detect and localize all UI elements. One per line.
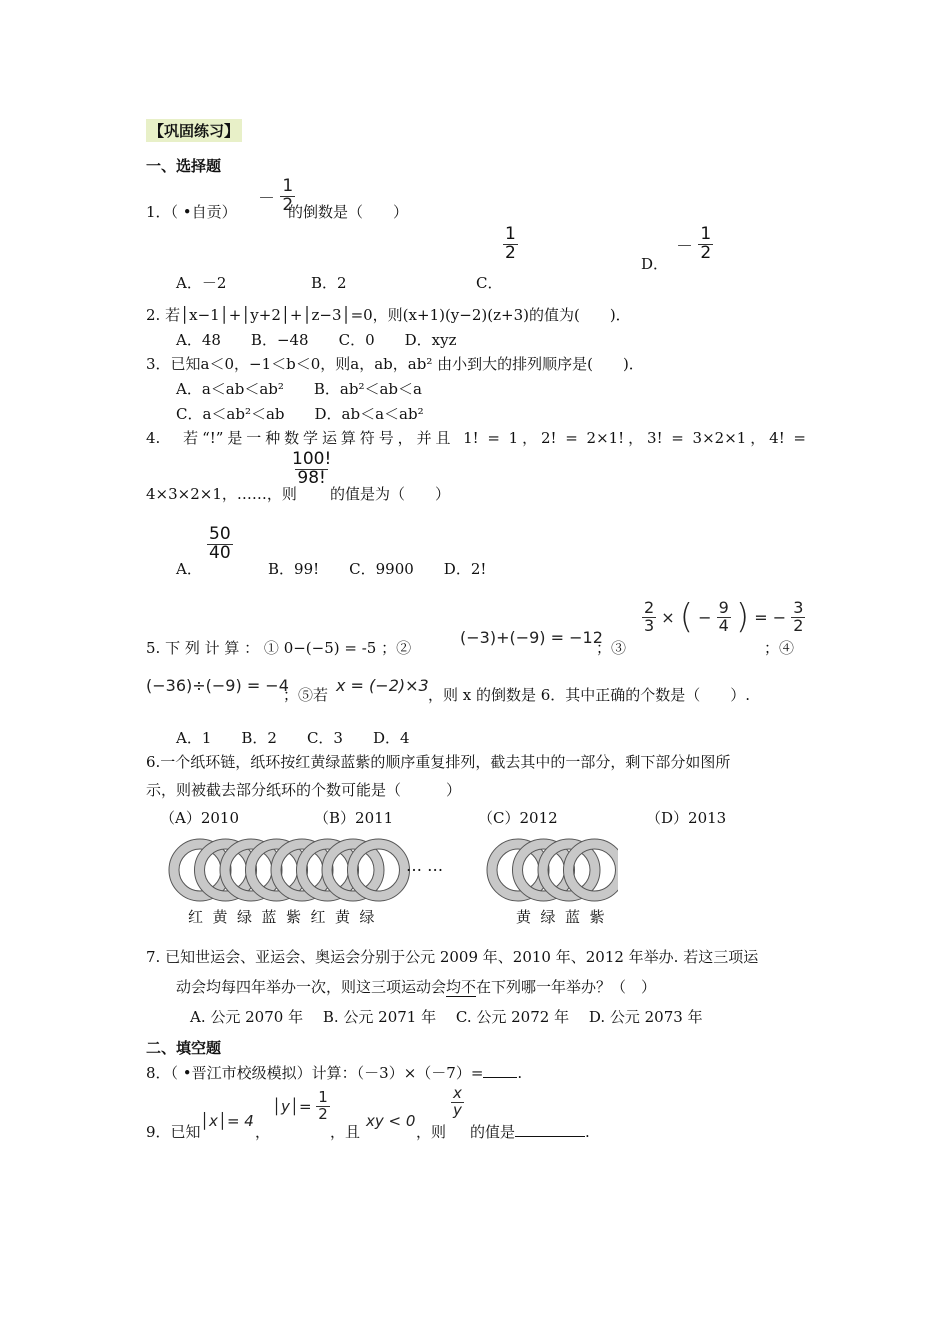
q8-answer-blank[interactable]: [483, 1063, 517, 1078]
q5-expr3: [642, 597, 805, 638]
q1-prefix: 1．（ •自贡）: [146, 203, 237, 221]
ring-color-label: 红: [310, 908, 326, 926]
q5-mid3: ；③: [596, 639, 627, 657]
q3-options-ab: A．a＜ab＜ab² B．ab²＜ab＜a: [176, 380, 422, 398]
q9-answer-blank[interactable]: [515, 1122, 585, 1137]
q1-optD-num: 1: [700, 224, 712, 244]
ring-chain-left: [174, 844, 405, 896]
q1-optA: A．－2: [176, 274, 227, 292]
q1-optC-den: 2: [505, 242, 516, 263]
q7-line2: [176, 976, 656, 997]
ring-color-label: 紫: [589, 908, 605, 926]
ring-color-label: 紫: [286, 908, 302, 926]
q9-comma1: ，: [255, 1123, 271, 1141]
q5-expr4: (−36)÷(−9) = −4: [146, 676, 289, 695]
q5-expr2: (−3)+(−9) = −12: [460, 628, 603, 647]
q6-optA: （A）2010: [160, 809, 240, 827]
q8-text: [146, 1062, 522, 1083]
q5-e3-eq: = −: [754, 607, 787, 627]
q2-text: 2. 若│x−1│+│y+2│+│z−3│=0，则(x+1)(y−2)(z+3)的值为( )．: [146, 306, 631, 324]
q1-frac-num: 1: [282, 176, 294, 196]
ring-color-label: 蓝: [565, 908, 581, 926]
q5-e3-d3: 2: [793, 615, 804, 635]
q1-frac-den: 2: [282, 194, 294, 215]
ring-chain-right: [492, 844, 618, 896]
q7-line2-c: 在下列哪一年举办？（ ）: [476, 978, 657, 996]
q9-f-num: x: [453, 1084, 462, 1102]
q9-e2-den: 2: [318, 1104, 328, 1123]
q5-e3-sign: −: [698, 607, 712, 627]
q1-optD: D．: [641, 255, 669, 273]
section-title-choice: 一、选择题: [146, 157, 222, 175]
q6-optB: （B）2011: [314, 809, 394, 827]
q4-line1: 4. 若“!”是一种数学运算符号，并且 1! = 1，2! = 2×1!，3! = 3×2×1，4! =: [146, 429, 806, 447]
q1-optD-den: 2: [700, 242, 712, 263]
q5-suffix: ，则 x 的倒数是 6．其中正确的个数是（ ）.: [428, 686, 751, 704]
q1-frac-sign: －: [258, 188, 275, 209]
q9-f-den: y: [453, 1100, 462, 1119]
ring-labels-left: [188, 906, 384, 927]
q8-end: .: [517, 1064, 523, 1082]
q5-e3-times: ×: [661, 607, 675, 627]
q4-line2-suffix: 的值是为（ ）: [330, 485, 451, 503]
q9-e2-pre: │y│=: [272, 1097, 312, 1116]
q1-optB: B．2: [311, 274, 347, 292]
q1-suffix: 的倒数是（ ）: [288, 203, 409, 221]
q5-e3-d2: 4: [718, 615, 729, 635]
q5-e3-n2: 9: [718, 598, 729, 617]
q1-optC-num: 1: [505, 224, 516, 244]
q1-optC-frac: [503, 226, 518, 263]
ring-color-label: 黄: [212, 908, 228, 926]
ring-color-label: 蓝: [261, 908, 277, 926]
q5-e3-n1: 2: [644, 598, 655, 617]
q5-e3-d1: 3: [644, 615, 655, 635]
q7-emphasis: 均不: [446, 978, 477, 996]
q6-line2: 示，则被截去部分纸环的个数可能是（ ）: [146, 781, 462, 799]
ring-color-label: 绿: [359, 908, 375, 926]
q3-options-cd: C．a＜ab²＜ab D．ab＜a＜ab²: [176, 405, 424, 423]
q6-optC: （C）2012: [478, 809, 558, 827]
ring-chain-figure: [168, 838, 618, 902]
q9-end: .: [585, 1123, 590, 1141]
q9-suffix: [470, 1121, 590, 1142]
q5-e3-lparen: (: [679, 597, 694, 638]
q4-line2-prefix: 4×3×2×1，……，则: [146, 485, 297, 503]
ring-labels-right: [516, 906, 614, 927]
q5-mid4: ；④: [764, 639, 795, 657]
q5-prefix: 5. 下 列 计 算 ： ① 0−(−5) = -5 ；②: [146, 639, 412, 657]
q5-expr5: x = (−2)×3: [336, 676, 429, 695]
q9-comma2: ，且: [330, 1123, 361, 1141]
q6-optD: （D）2013: [646, 809, 727, 827]
ring-color-label: 红: [188, 908, 204, 926]
q4-frac-den: 98!: [297, 467, 326, 488]
ring-color-label: 黄: [516, 908, 532, 926]
q9-expr3: xy < 0: [366, 1112, 416, 1130]
q1-optD-sign: －: [676, 236, 693, 257]
q5-options: A．1 B．2 C．3 D．4: [176, 729, 410, 747]
ring-color-label: 绿: [540, 908, 556, 926]
q4-optA-den: 40: [209, 542, 231, 563]
q7-line1: 7. 已知世运会、亚运会、奥运会分别于公元 2009 年、2010 年、2012 年举办. 若这三项运: [146, 948, 759, 966]
q5-e3-rparen: ): [735, 597, 750, 638]
q3-text: 3．已知a＜0，−1＜b＜0，则a，ab，ab² 由小到大的排列顺序是( )．: [146, 355, 644, 373]
q9-mid: ，则: [416, 1123, 447, 1141]
q9-e2-num: 1: [318, 1088, 328, 1106]
q6-line1: 6.一个纸环链，纸环按红黄绿蓝紫的顺序重复排列，截去其中的一部分，剩下部分如图所: [146, 753, 731, 771]
section-title-fill: 二、填空题: [146, 1039, 222, 1057]
q9-prefix: 9．已知: [146, 1123, 201, 1141]
q4-optA-frac: [207, 526, 233, 563]
q7-line2-a: 动会均每四年举办一次，则这三项运动会: [176, 978, 447, 996]
q5-e3-n3: 3: [793, 598, 804, 617]
q4-optA-num: 50: [209, 524, 231, 544]
q5-mid5: ；⑤若: [283, 686, 329, 704]
q7-options: A. 公元 2070 年 B. 公元 2071 年 C. 公元 2072 年 D. 公元 2073 年: [190, 1008, 703, 1026]
q8-question: 8．（ •晋江市校级模拟）计算：（－3）×（－7）=: [146, 1064, 484, 1082]
q9-suffix-text: 的值是: [470, 1123, 516, 1141]
q4-optA: A．: [176, 560, 202, 578]
ring-color-label: 绿: [237, 908, 253, 926]
ring-color-label: 黄: [335, 908, 351, 926]
q4-options-rest: B．99! C．9900 D．2!: [268, 560, 487, 578]
q9-expr2: [272, 1090, 330, 1123]
q1-optC: C．: [476, 274, 503, 292]
q9-fraction: [451, 1086, 464, 1119]
section-tag: 【巩固练习】: [146, 119, 242, 142]
q4-frac-num: 100!: [292, 449, 332, 469]
q2-options: A．48 B．−48 C．0 D．xyz: [176, 331, 457, 349]
q4-fraction: [290, 451, 333, 488]
q9-expr1: │x│= 4: [200, 1112, 254, 1130]
ring-ellipsis: … …: [406, 856, 444, 875]
q1-optD-frac: [676, 226, 713, 263]
